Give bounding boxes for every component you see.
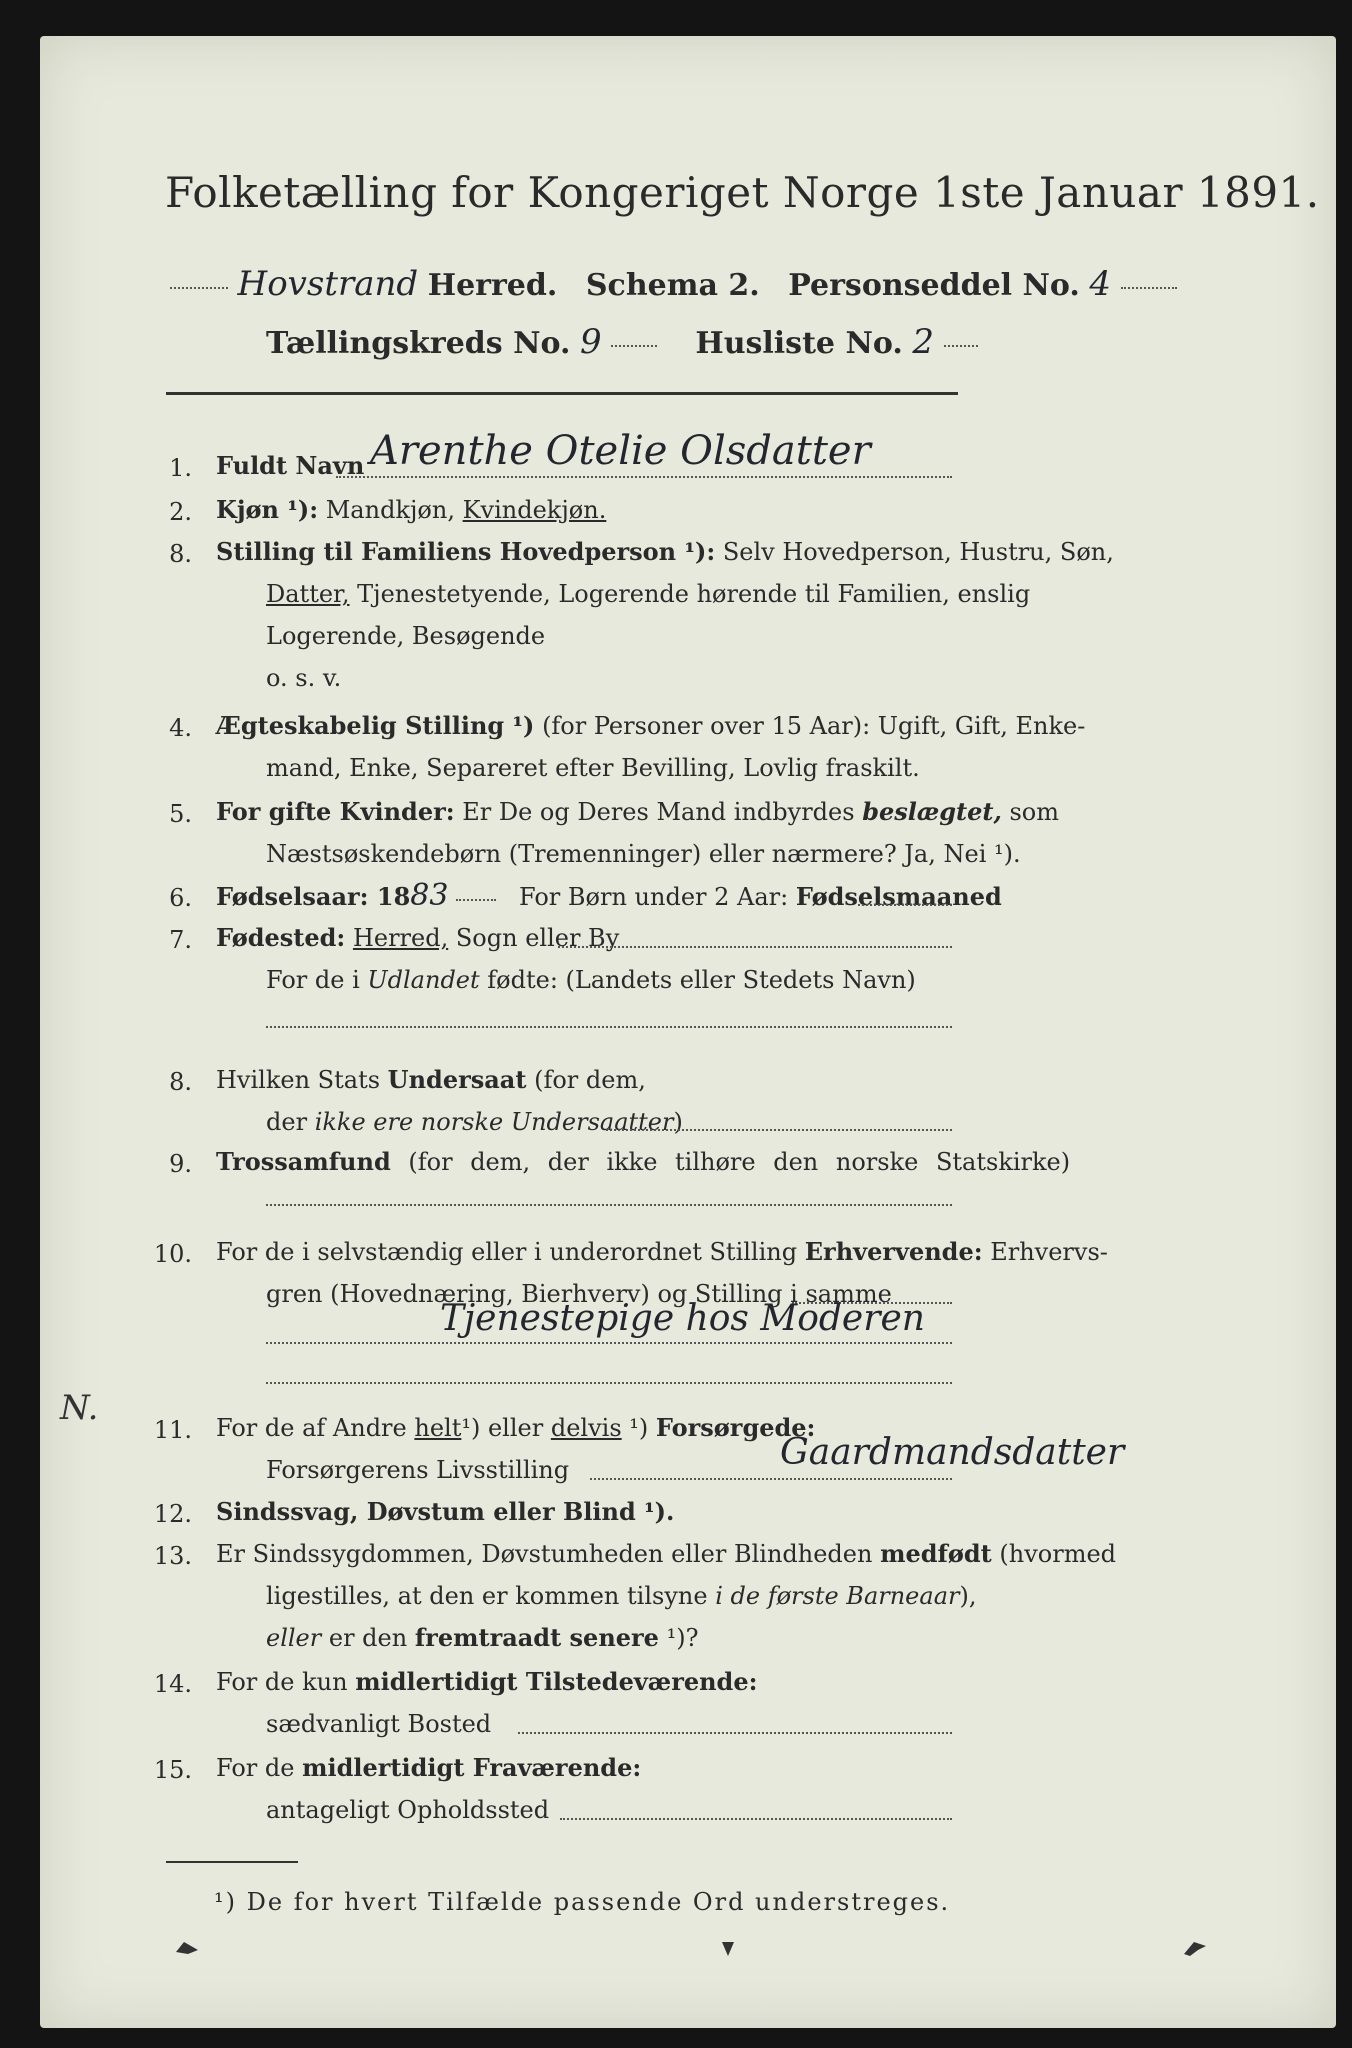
- fravaerende-line: [216, 1753, 641, 1783]
- item-number: 8.: [169, 1068, 192, 1096]
- eller-italic: eller: [266, 1624, 322, 1652]
- fodested-line-1: [216, 923, 619, 953]
- undersaat-line-1: [216, 1065, 646, 1095]
- fill-line: [266, 1026, 952, 1028]
- medfodt-text-6: ¹)?: [666, 1624, 699, 1652]
- undersaat-text-3: der: [266, 1108, 308, 1136]
- fodested-label: Fødested:: [216, 923, 346, 952]
- aegteskab-options-1: (for Personer over 15 Aar): Ugift, Gift, Enke-: [542, 712, 1086, 740]
- sindssvag-label: Sindssvag, Døvstum eller Blind ¹).: [216, 1497, 675, 1526]
- forsorgede-line-1: [216, 1413, 815, 1443]
- item-number: 10.: [153, 1240, 192, 1268]
- header-line-2: [266, 322, 978, 362]
- erhverv-line-1: [216, 1237, 1108, 1267]
- trossamfund-label: Trossamfund: [216, 1147, 391, 1176]
- fill-line: [266, 1204, 952, 1206]
- medfodt-line-3: [266, 1623, 698, 1653]
- saedvanligt-bosted: sædvanligt Bosted: [266, 1710, 492, 1738]
- item-number: 6.: [169, 884, 192, 912]
- stilling-label: Stilling til Familiens Hovedperson ¹):: [216, 537, 716, 566]
- fill-line: [336, 476, 952, 478]
- fravaer-text: For de: [216, 1754, 295, 1782]
- forsorgerens-livsstilling: Forsørgerens Livsstilling: [266, 1456, 570, 1484]
- fodselsaar-note: For Børn under 2 Aar:: [519, 883, 789, 911]
- personseddel-label: Personseddel No.: [788, 268, 1080, 303]
- medfodt-label: medfødt: [880, 1539, 992, 1568]
- medfodt-line-2: [266, 1581, 976, 1611]
- form-title: Folketælling for Kongeriget Norge 1ste Januar 1891.: [165, 168, 1320, 217]
- erhverv-text-2: Erhvervs-: [990, 1238, 1108, 1266]
- medfodt-line-1: [216, 1539, 1116, 1569]
- undersaat-text: Hvilken Stats: [216, 1066, 381, 1094]
- husliste-label: Husliste No.: [695, 326, 903, 361]
- item-number: 8.: [169, 540, 192, 568]
- stilling-options-3: Logerende, Besøgende: [266, 622, 546, 650]
- herred-handwritten: Hovstrand: [237, 264, 419, 304]
- trossamfund-text: (for dem, der ikke tilhøre den norske Statskirke): [408, 1148, 1071, 1176]
- helt-underlined: helt: [414, 1414, 462, 1442]
- stilling-options-4: o. s. v.: [266, 664, 342, 692]
- gifte-line-1: [216, 797, 1059, 827]
- item-number: 9.: [169, 1150, 192, 1178]
- stilling-options-1: Selv Hovedperson, Hustru, Søn,: [722, 538, 1114, 566]
- fill-line: [266, 1342, 952, 1344]
- fodested-line-2: [266, 965, 916, 995]
- fill-line: [266, 1382, 952, 1384]
- item-number: 1.: [169, 454, 192, 482]
- fill-line: [606, 1129, 952, 1131]
- erhverv-text: For de i selvstændig eller i underordnet Stilling: [216, 1238, 798, 1266]
- undersaat-label: Undersaat: [387, 1065, 527, 1094]
- fill-line: [518, 1732, 952, 1734]
- antageligt-opholdssted: antageligt Opholdssted: [266, 1796, 550, 1824]
- fodested-options: Sogn eller By: [455, 924, 620, 952]
- tilstede-text: For de kun: [216, 1668, 348, 1696]
- item-number: 12.: [153, 1500, 192, 1528]
- aegteskab-label: Ægteskabelig Stilling ¹): [216, 711, 535, 740]
- item-number: 14.: [153, 1670, 192, 1698]
- trossamfund-line: [216, 1147, 1070, 1177]
- delvis-underlined: delvis: [550, 1414, 622, 1442]
- fill-line: [560, 1818, 952, 1820]
- fodselsmaaned-label: Fødselsmaaned: [795, 882, 1002, 911]
- header-line-1: [170, 264, 1177, 304]
- forsorgede-text: For de af Andre: [216, 1414, 407, 1442]
- personseddel-number: 4: [1089, 264, 1112, 304]
- erhverv-answer: Tjenestepige hos Moderen: [440, 1298, 925, 1339]
- item-number: 7.: [169, 926, 192, 954]
- corner-mark-icon: [174, 1938, 200, 1958]
- erhverv-line-2: gren (Hovednæring, Bierhverv) og Stilling i samme: [266, 1280, 892, 1308]
- item-number: 15.: [153, 1756, 192, 1784]
- medfodt-text-2: (hvormed: [999, 1540, 1117, 1568]
- kreds-number: 9: [580, 322, 602, 362]
- schema-label: Schema 2.: [585, 268, 760, 303]
- gifte-question-end: som: [1009, 798, 1059, 826]
- corner-mark-icon: [1180, 1936, 1210, 1960]
- fremtraadt-label: fremtraadt senere: [414, 1623, 659, 1652]
- forsorgede-label: Forsørgede:: [655, 1413, 816, 1442]
- item-number: 5.: [169, 800, 192, 828]
- gifte-label: For gifte Kvinder:: [216, 797, 455, 826]
- stilling-options-2: Tjenestetyende, Logerende hørende til Familien, enslig: [357, 580, 1031, 608]
- kjon-line: [216, 495, 606, 525]
- kjon-label: Kjøn ¹):: [216, 495, 319, 524]
- medfodt-text-3: ligestilles, at den er kommen tilsyne: [266, 1582, 708, 1610]
- name-answer: Arenthe Otelie Olsdatter: [370, 428, 871, 474]
- undersaat-text-2: (for dem,: [534, 1066, 646, 1094]
- erhvervende-label: Erhvervende:: [804, 1237, 983, 1266]
- undersaat-italic: ikke ere norske Undersaatter: [314, 1108, 674, 1136]
- header-rule: [166, 392, 958, 395]
- item-number: 13.: [153, 1542, 192, 1570]
- footnote-rule: [166, 1861, 298, 1863]
- fodselsaar-label: Fødselsaar: 18: [216, 882, 411, 911]
- medfodt-text: Er Sindssygdommen, Døvstumheden eller Blindheden: [216, 1540, 873, 1568]
- kjon-selected: Kvindekjøn.: [462, 496, 607, 524]
- gifte-question-2: Næstsøskendebørn (Tremenninger) eller nærmere? Ja, Nei ¹).: [266, 840, 1021, 868]
- fill-line: [858, 904, 952, 906]
- medfodt-text-5: er den: [328, 1624, 408, 1652]
- fodselsaar-year: 83: [410, 878, 449, 913]
- fravaerende-label: midlertidigt Fraværende:: [302, 1753, 642, 1782]
- gifte-italic: beslægtet,: [862, 797, 1002, 826]
- fuldt-navn-label: Fuldt Navn: [216, 451, 365, 480]
- husliste-number: 2: [912, 322, 934, 362]
- stilling-line-2: [266, 579, 1030, 609]
- fodested-text: For de i: [266, 966, 360, 994]
- forsorgede-text-2: ¹) eller: [461, 1414, 544, 1442]
- gifte-question: Er De og Deres Mand indbyrdes: [462, 798, 855, 826]
- tilstedevaerende-line: [216, 1667, 757, 1697]
- item-number: 4.: [169, 714, 192, 742]
- footnote: ¹) De for hvert Tilfælde passende Ord understreges.: [214, 1888, 951, 1916]
- item-number: 2.: [169, 498, 192, 526]
- forsorger-answer: Gaardmandsdatter: [780, 1432, 1125, 1473]
- item-number: 11.: [153, 1416, 192, 1444]
- barneaar-italic: i de første Barneaar: [715, 1582, 960, 1610]
- fodested-text-2: fødte: (Landets eller Stedets Navn): [487, 966, 916, 994]
- fill-line: [558, 946, 952, 948]
- census-form: [40, 36, 1336, 2028]
- forsorgede-text-3: ¹): [629, 1414, 649, 1442]
- udlandet-italic: Udlandet: [367, 966, 480, 994]
- aegteskab-line-1: [216, 711, 1085, 741]
- stilling-line-1: [216, 537, 1114, 567]
- tilstedevaerende-label: midlertidigt Tilstedeværende:: [355, 1667, 758, 1696]
- kreds-label: Tællingskreds No.: [266, 326, 571, 361]
- center-mark-icon: [718, 1938, 738, 1960]
- kjon-options: Mandkjøn,: [325, 496, 455, 524]
- fodselsaar-line: [216, 878, 1002, 913]
- margin-mark: N.: [60, 1388, 99, 1428]
- medfodt-text-4: ),: [959, 1582, 977, 1610]
- fodested-selected: Herred,: [352, 924, 449, 952]
- herred-label: Herred.: [427, 268, 558, 303]
- stilling-selected: Datter,: [266, 580, 350, 608]
- undersaat-line-2: der ikke ere norske Undersaatter): [266, 1108, 683, 1136]
- aegteskab-options-2: mand, Enke, Separeret efter Bevilling, Lovlig fraskilt.: [266, 754, 920, 782]
- fill-line: [590, 1478, 952, 1480]
